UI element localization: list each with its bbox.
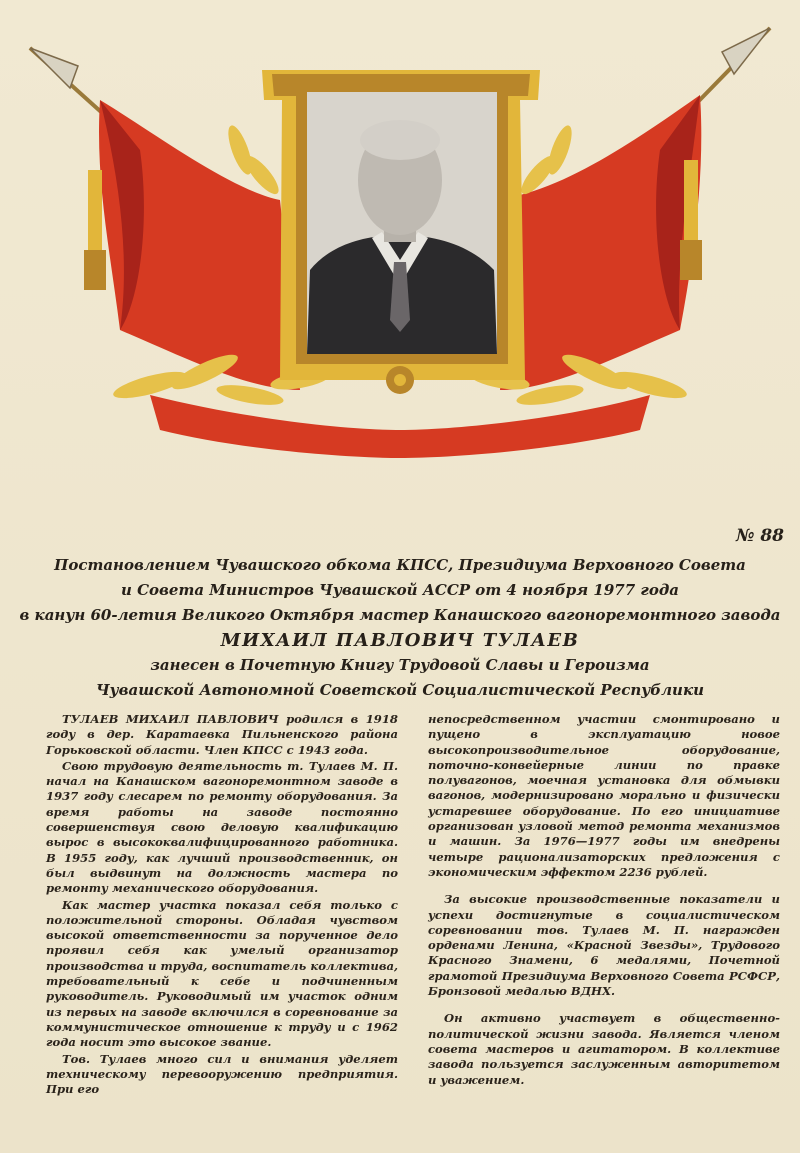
heading-line-5: Чувашской Автономной Советской Социалистической Республики: [95, 681, 705, 699]
honoree-name: МИХАИЛ ПАВЛОВИЧ ТУЛАЕВ: [220, 630, 580, 651]
paragraph: Тов. Тулаев много сил и внимания уделяет техническому перевооружению предприятия. При его: [46, 1051, 398, 1097]
heading-line-3: в канун 60-летия Великого Октября мастер Канашского вагоноремонтного завода: [19, 606, 781, 624]
paragraph: Он активно участвует в общественно-политической жизни завода. Является членом совета мастеров и агитатором. В коллективе завода пользуется заслуженным авторитетом и уважением.: [428, 1011, 780, 1087]
paragraph: За высокие производственные показатели и успехи достигнутые в социалистическом соревновании тов. Тулаев М. П. награжден орденами Ленина, «Красной Звезды», Трудового Красного Знамени, 6 медалями, Почетной грамотой Президиума Верховного Совета РСФСР, Бронзовой медалью ВДНХ.: [428, 892, 780, 999]
paragraph: Свою трудовую деятельность т. Тулаев М. П. начал на Канашском вагоноремонтном заводе в 1937 году слесарем по ремонту оборудования. За время работы на заводе постоянно совершенствуя свою деловую квалификацию вырос в высококвалифицированного работника. В 1955 году, как лучший производственник, он был выдвинут на должность мастера по ремонту механического оборудования.: [46, 758, 398, 896]
heading-line-4: занесен в Почетную Книгу Трудовой Славы и Героизма: [150, 656, 650, 674]
resolution-heading: [0, 553, 800, 703]
star-icon: [30, 48, 78, 88]
honor-emblem: [0, 0, 800, 470]
record-number: № 88: [735, 526, 784, 546]
biography-right-column: [428, 712, 780, 1088]
paragraph: непосредственном участии смонтировано и пущено в эксплуатацию новое высокопроизводительное оборудование, поточно-конвейерные линии по правке полувагонов, моечная установка для обмывки вагонов, модернизировано морально и физически устаревшее оборудование. По его инициативе организован узловой метод ремонта механизмов и машин. За 1976—1977 годы им внедрены четыре рационализаторских предложения с экономическим эффектом 2236 рублей.: [428, 712, 780, 879]
biography-left-column: [46, 712, 398, 1097]
heading-line-1: Постановлением Чувашского обкома КПСС, Президиума Верховного Совета: [54, 556, 746, 574]
red-ribbon-base: [150, 395, 650, 458]
paragraph: Как мастер участка показал себя только с положительной стороны. Обладая чувством высокой ответственности за порученное дело проявил себя как умелый организатор производства и труда, воспитатель коллектива, требовательный к себе и подчиненным руководитель. Руководимый им участок одним из первых на заводе включился в соревнование за коммунистическое отношение к труду и с 1962 года носит это высокое звание.: [46, 897, 398, 1050]
paragraph: ТУЛАЕВ МИХАИЛ ПАВЛОВИЧ родился в 1918 году в дер. Каратаевка Пильненского района Горьковской области. Член КПСС с 1943 года.: [46, 712, 398, 757]
heading-line-2: и Совета Министров Чувашской АССР от 4 ноября 1977 года: [120, 581, 679, 599]
portrait-photo: [307, 92, 497, 354]
